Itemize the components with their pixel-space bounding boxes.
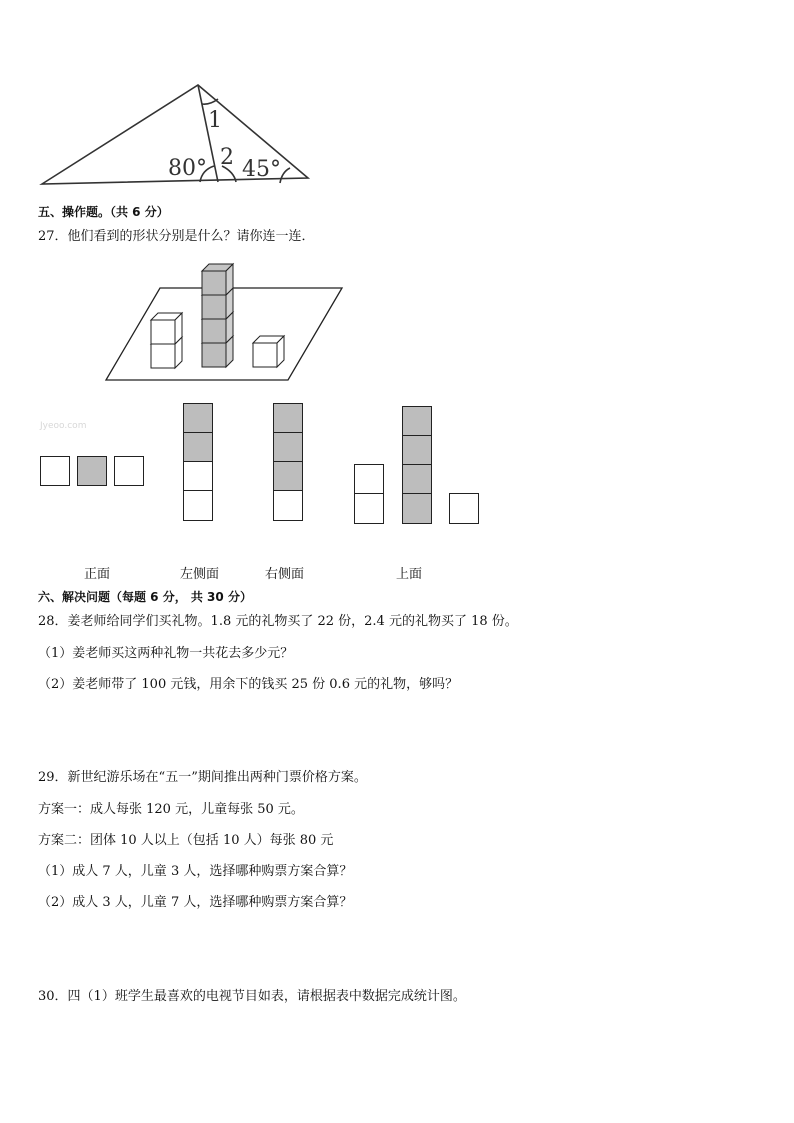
question-28-stem: 28．姜老师给同学们买礼物。1.8 元的礼物买了 22 份，2.4 元的礼物买了 18 份。 [38,614,518,629]
section-5-heading: 五、操作题。（共 6 分） [38,205,169,219]
question-27: 27．他们看到的形状分别是什么？请你连一连． [38,229,315,244]
question-30-stem: 30．四（1）班学生最喜欢的电视节目如表，请根据表中数据完成统计图。 [38,989,466,1004]
label-front: 正面 [84,567,111,582]
watermark: Jyeoo.com [40,421,87,431]
angle-80-label: 80° [168,156,207,181]
white-cube-stack [151,313,182,368]
question-29-plan-2: 方案二：团体 10 人以上（包括 10 人）每张 80 元 [38,833,334,848]
question-28-part-1: （1）姜老师买这两种礼物一共花去多少元？ [38,646,294,661]
question-28-part-2: （2）姜老师带了 100 元钱，用余下的钱买 25 份 0.6 元的礼物，够吗？ [38,677,459,692]
angle-45-label: 45° [242,157,281,182]
question-29-plan-1: 方案一：成人每张 120 元，儿童每张 50 元。 [38,802,304,817]
angle-1-arc [202,99,218,104]
grey-cube-stack [202,264,233,367]
angle-2-label: 2 [220,145,234,170]
label-left-side: 左侧面 [180,567,220,582]
label-right-side: 右侧面 [265,567,305,582]
single-white-cube [253,336,284,367]
section-6-heading: 六、解决问题（每题 6 分， 共 30 分） [38,590,252,604]
question-29-part-2: （2）成人 3 人，儿童 7 人，选择哪种购票方案合算？ [38,895,353,910]
question-29-stem: 29．新世纪游乐场在“五一”期间推出两种门票价格方案。 [38,770,367,785]
angle-1-label: 1 [208,108,222,133]
angle-45-arc [280,168,290,183]
view-option-front[interactable] [40,456,144,487]
label-top: 上面 [396,567,423,582]
view-option-column-arrangement[interactable] [354,406,480,524]
question-29-part-1: （1）成人 7 人，儿童 3 人，选择哪种购票方案合算？ [38,864,353,879]
triangle-figure [0,0,794,200]
view-option-right-side[interactable] [273,403,303,521]
cube-arrangement-figure [0,255,794,390]
view-option-left-side[interactable] [183,403,213,521]
